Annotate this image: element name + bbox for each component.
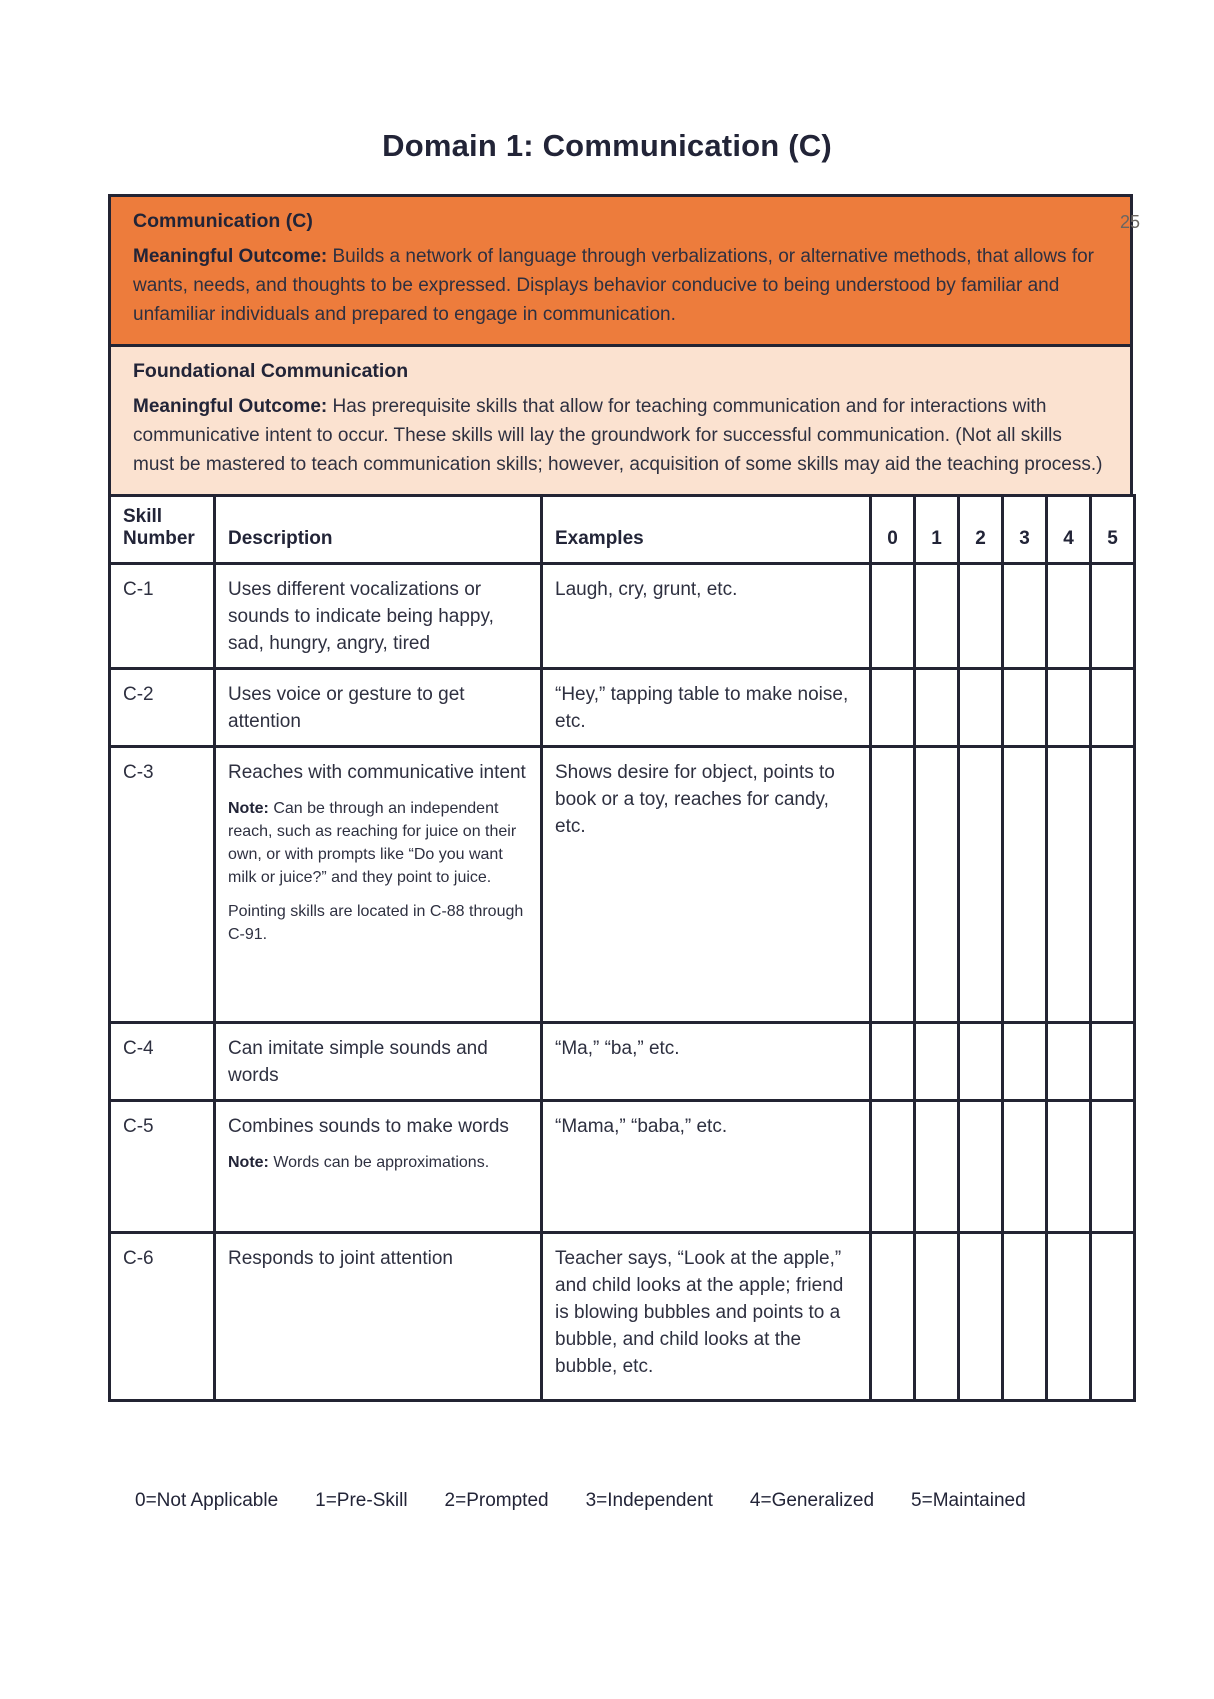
note-text: Can be through an independent reach, such as reaching for juice on their own, or with prompts like “Do you want milk or juice?” and they point to juice. <box>228 800 517 886</box>
score-cell <box>915 1233 959 1401</box>
score-cell <box>959 1101 1003 1233</box>
score-cell <box>1047 669 1091 747</box>
note-text: Words can be approximations. <box>268 1154 490 1171</box>
score-cell <box>959 564 1003 669</box>
legend-item: 3=Independent <box>585 1490 713 1511</box>
score-cell <box>1091 747 1135 1023</box>
note-label: Note: <box>228 1154 269 1171</box>
score-cell <box>871 564 915 669</box>
skill-description <box>215 1233 542 1401</box>
table-row <box>110 564 1135 669</box>
col-header-score-3: 3 <box>1003 496 1047 564</box>
col-header-score-4: 4 <box>1047 496 1091 564</box>
col-header-description: Description <box>215 496 542 564</box>
skill-number: C-4 <box>110 1023 215 1101</box>
table-row <box>110 747 1135 1023</box>
outcome-label: Meaningful Outcome: <box>133 246 328 267</box>
score-cell <box>1003 1101 1047 1233</box>
section-header-box <box>111 347 1130 494</box>
skill-number: C-1 <box>110 564 215 669</box>
legend-item: 4=Generalized <box>749 1490 875 1511</box>
note-label: Note: <box>228 800 269 817</box>
skill-examples: “Ma,” “ba,” etc. <box>542 1023 871 1101</box>
col-header-score-2: 2 <box>959 496 1003 564</box>
description-text: Combines sounds to make words <box>228 1116 509 1137</box>
col-header-examples: Examples <box>542 496 871 564</box>
score-cell <box>1047 1023 1091 1101</box>
page-content <box>108 194 1133 1512</box>
skill-examples: “Hey,” tapping table to make noise, etc. <box>542 669 871 747</box>
score-cell <box>915 1023 959 1101</box>
score-cell <box>915 669 959 747</box>
table-row <box>110 1233 1135 1401</box>
skill-number: C-6 <box>110 1233 215 1401</box>
score-cell <box>915 564 959 669</box>
skill-description <box>215 669 542 747</box>
skill-description <box>215 1023 542 1101</box>
table-row <box>110 669 1135 747</box>
domain-box-title: Communication (C) <box>133 210 313 232</box>
score-cell <box>1047 1101 1091 1233</box>
domain-header-box <box>111 197 1130 347</box>
skill-description <box>215 1101 542 1233</box>
description-text: Responds to joint attention <box>228 1248 453 1269</box>
score-cell <box>1047 1233 1091 1401</box>
table-row <box>110 1101 1135 1233</box>
skill-number: C-5 <box>110 1101 215 1233</box>
skill-examples: Laugh, cry, grunt, etc. <box>542 564 871 669</box>
skill-examples: Teacher says, “Look at the apple,” and child looks at the apple; friend is blowing bubbles and points to a bubble, and child looks at the bubble, etc. <box>542 1233 871 1401</box>
score-cell <box>959 669 1003 747</box>
score-cell <box>1047 747 1091 1023</box>
score-cell <box>959 747 1003 1023</box>
col-header-score-1: 1 <box>915 496 959 564</box>
score-cell <box>959 1233 1003 1401</box>
score-cell <box>871 1233 915 1401</box>
description-extra-note: Pointing skills are located in C-88 through C-91. <box>228 903 524 943</box>
section-box-title: Foundational Communication <box>133 360 409 382</box>
score-cell <box>1091 669 1135 747</box>
outcome-label: Meaningful Outcome: <box>133 396 328 417</box>
skill-number: C-2 <box>110 669 215 747</box>
page-title: Domain 1: Communication (C) <box>382 128 832 163</box>
score-cell <box>1003 747 1047 1023</box>
score-cell <box>915 747 959 1023</box>
section-box-outcome <box>133 392 1108 479</box>
score-cell <box>1091 1233 1135 1401</box>
description-note <box>228 797 528 889</box>
outcome-text: Has prerequisite skills that allow for teaching communication and for interactions with communicative intent to occur. These skills will lay the groundwork for successful communication. (Not all skills must be mastered to teach communication skills; however, acquisition of some skills may aid the teaching process.) <box>133 396 1103 475</box>
legend-item: 2=Prompted <box>444 1490 549 1511</box>
skill-number: C-3 <box>110 747 215 1023</box>
col-header-score-5: 5 <box>1091 496 1135 564</box>
score-cell <box>1003 1233 1047 1401</box>
domain-box-outcome <box>133 242 1108 329</box>
description-text: Uses voice or gesture to get attention <box>228 684 465 732</box>
score-cell <box>1091 1101 1135 1233</box>
score-cell <box>871 747 915 1023</box>
score-cell <box>1003 564 1047 669</box>
description-text: Uses different vocalizations or sounds to indicate being happy, sad, hungry, angry, tired <box>228 579 494 654</box>
page-number: 25 <box>1119 212 1140 232</box>
score-cell <box>1003 1023 1047 1101</box>
description-text: Can imitate simple sounds and words <box>228 1038 488 1086</box>
header-boxes <box>108 194 1133 494</box>
score-cell <box>1047 564 1091 669</box>
score-cell <box>1003 669 1047 747</box>
score-cell <box>959 1023 1003 1101</box>
score-cell <box>871 1023 915 1101</box>
skill-examples: “Mama,” “baba,” etc. <box>542 1101 871 1233</box>
col-header-skill-number: Skill Number <box>110 496 215 564</box>
score-cell <box>871 1101 915 1233</box>
outcome-text: Builds a network of language through verbalizations, or alternative methods, that allows for wants, needs, and thoughts to be expressed. Displays behavior conducive to being understood by familiar and unfamiliar individuals and prepared to engage in communication. <box>133 246 1094 325</box>
legend-item: 0=Not Applicable <box>135 1490 279 1511</box>
score-cell <box>871 669 915 747</box>
skill-description <box>215 564 542 669</box>
table-header-row <box>110 496 1135 564</box>
col-header-score-0: 0 <box>871 496 915 564</box>
table-row <box>110 1023 1135 1101</box>
scoring-legend <box>135 1490 1133 1512</box>
score-cell <box>1091 1023 1135 1101</box>
score-cell <box>1091 564 1135 669</box>
skills-table <box>108 494 1136 1402</box>
description-text: Reaches with communicative intent <box>228 762 526 783</box>
description-note <box>228 1151 528 1174</box>
skill-description <box>215 747 542 1023</box>
skill-examples: Shows desire for object, points to book or a toy, reaches for candy, etc. <box>542 747 871 1023</box>
legend-item: 5=Maintained <box>911 1490 1026 1511</box>
score-cell <box>915 1101 959 1233</box>
legend-item: 1=Pre-Skill <box>315 1490 408 1511</box>
